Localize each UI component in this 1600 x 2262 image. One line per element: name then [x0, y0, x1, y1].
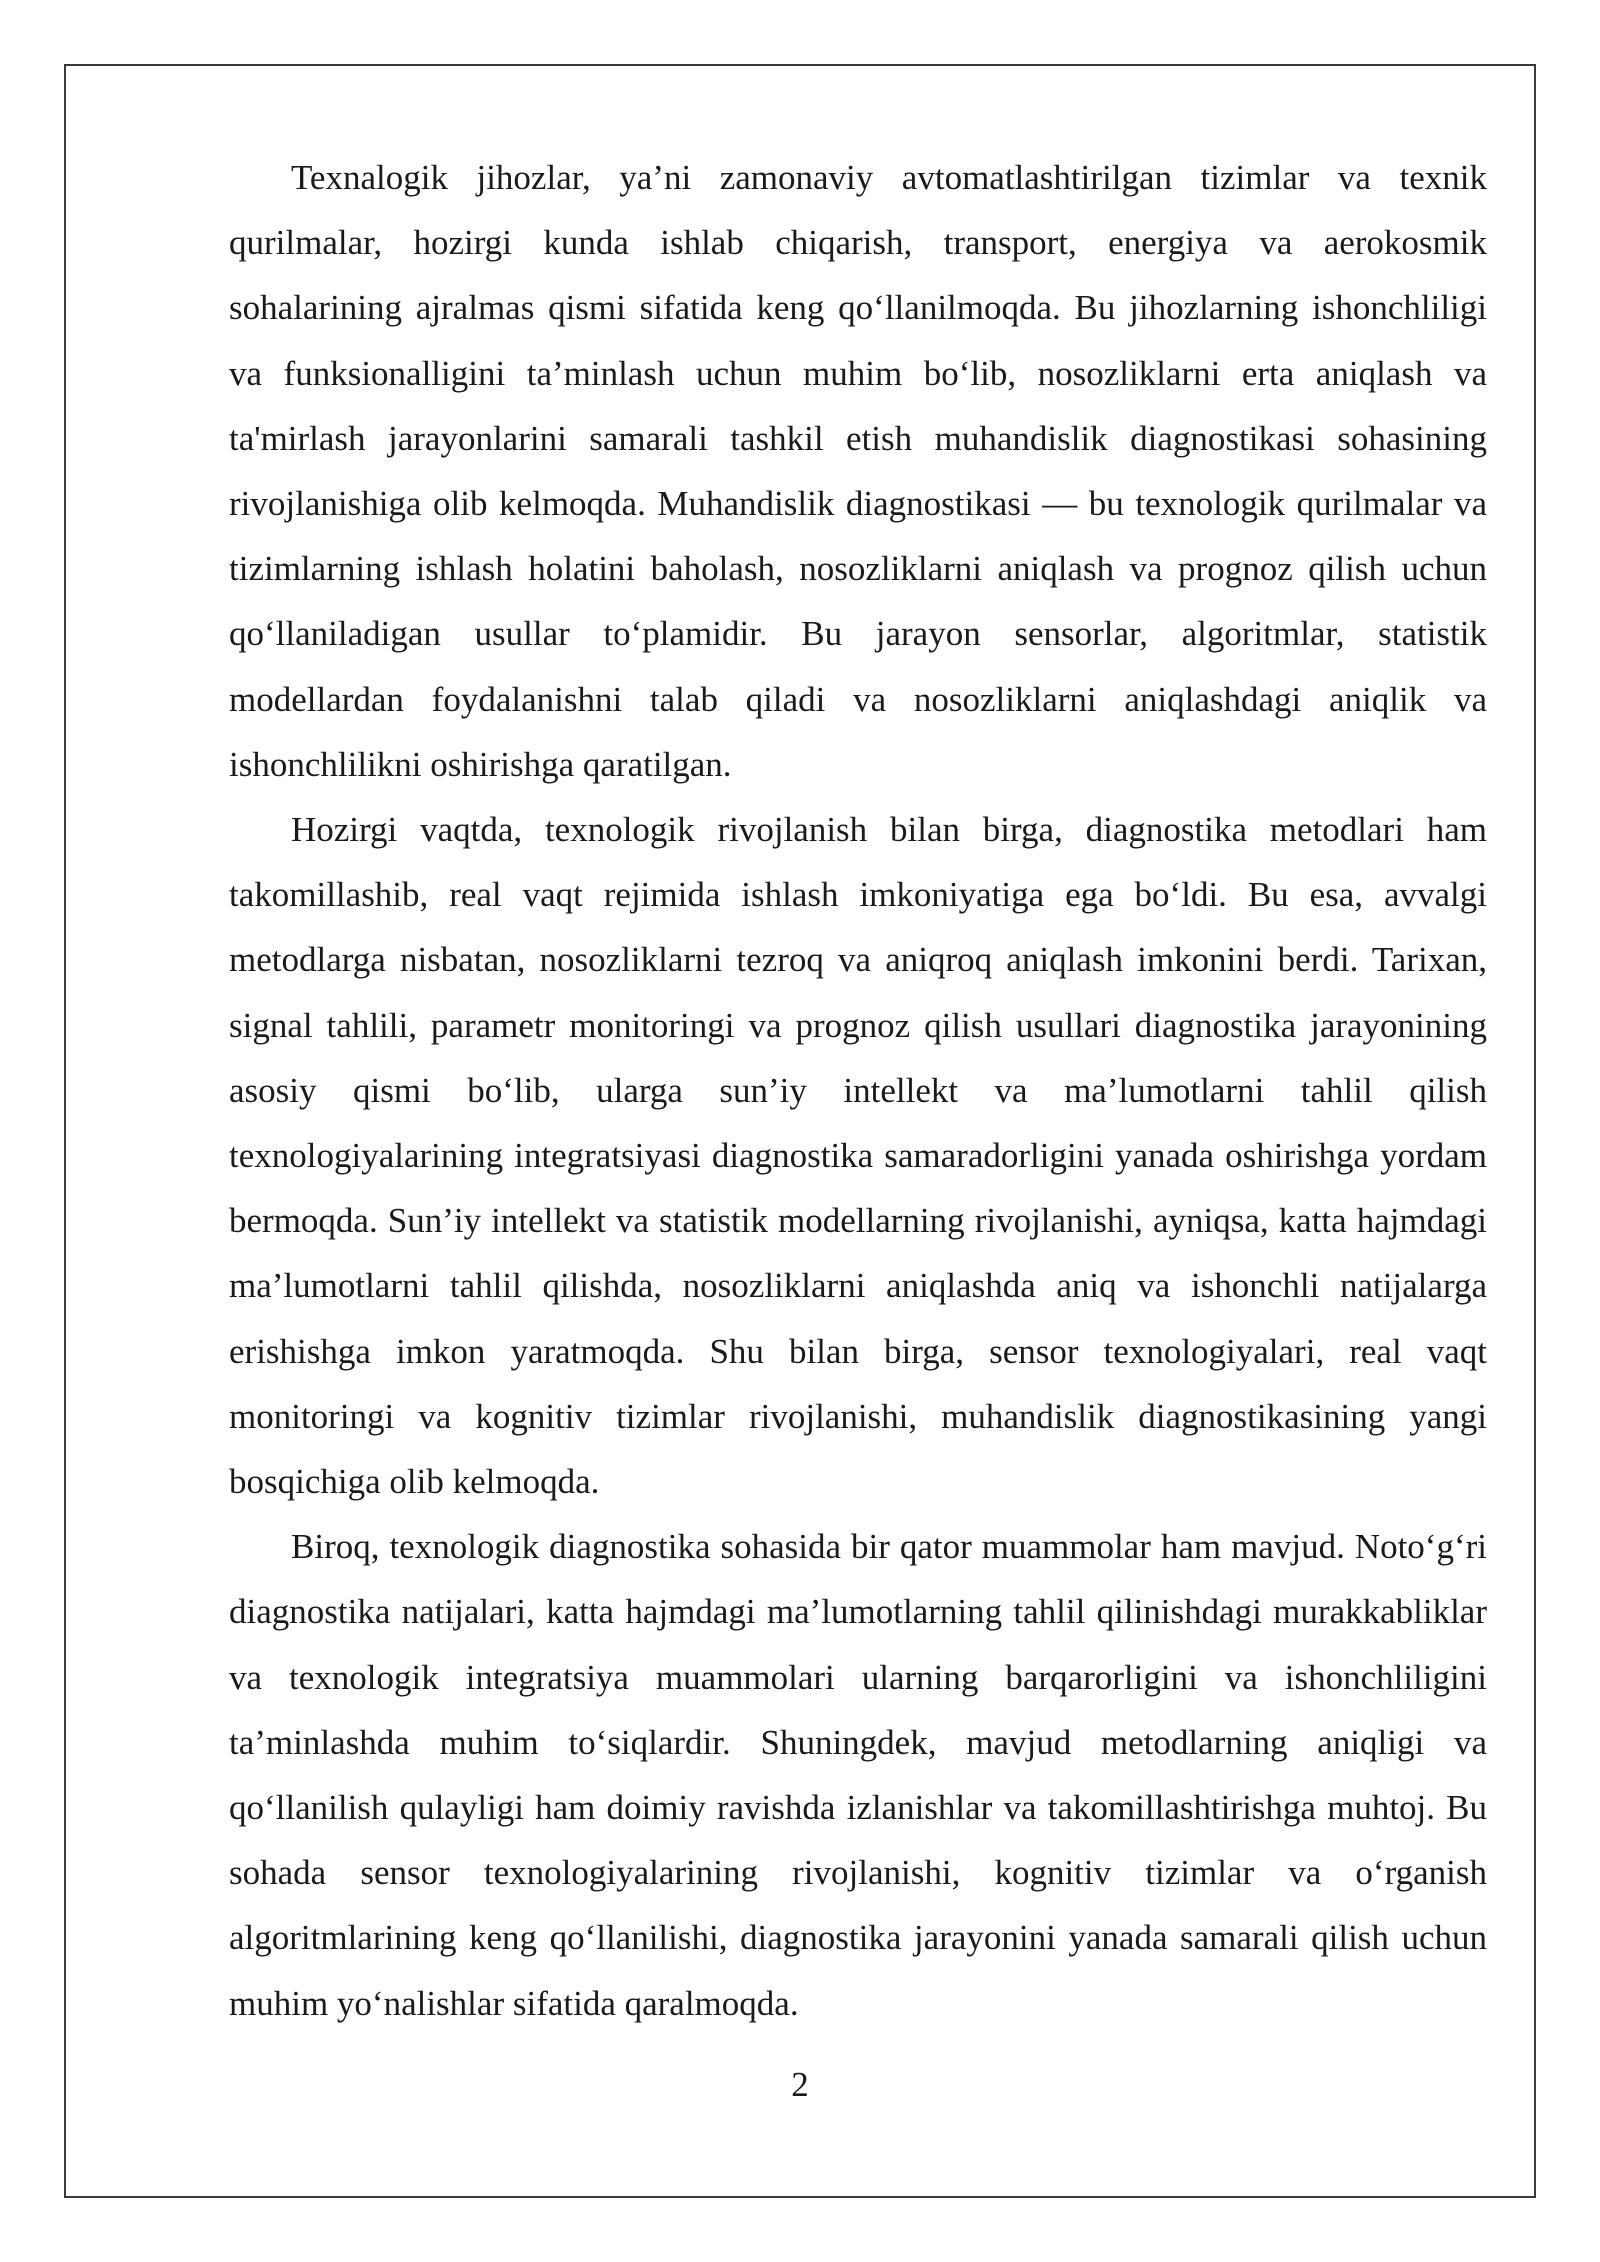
paragraph-1: Texnalogik jihozlar, ya’ni zamonaviy avtomatlashtirilgan tizimlar va texnik qurilmalar, hozirgi kunda ishlab chiqarish, transport, energiya va aerokosmik sohalarining ajralmas qismi sifatida keng qo‘llanilmoqda. Bu jihozlarning ishonchliligi va funksionalligini ta’minlash uchun muhim bo‘lib, nosozliklarni erta aniqlash va ta'mirlash jarayonlarini samarali tashkil etish muhandislik diagnostikasi sohasining rivojlanishiga olib kelmoqda. Muhandislik diagnostikasi — bu texnologik qurilmalar va tizimlarning ishlash holatini baholash, nosozliklarni aniqlash va prognoz qilish uchun qo‘llaniladigan usullar to‘plamidir. Bu jarayon sensorlar, algoritmlar, statistik modellardan foydalanishni talab qiladi va nosozliklarni aniqlashdagi aniqlik va ishonchlilikni oshirishga qaratilgan.: [229, 158, 1487, 784]
paragraph-2: Hozirgi vaqtda, texnologik rivojlanish bilan birga, diagnostika metodlari ham takomillashib, real vaqt rejimida ishlash imkoniyatiga ega bo‘ldi. Bu esa, avvalgi metodlarga nisbatan, nosozliklarni tezroq va aniqroq aniqlash imkonini berdi. Tarixan, signal tahlili, parametr monitoringi va prognoz qilish usullari diagnostika jarayonining asosiy qismi bo‘lib, ularga sun’iy intellekt va ma’lumotlarni tahlil qilish texnologiyalarining integratsiyasi diagnostika samaradorligini yanada oshirishga yordam bermoqda. Sun’iy intellekt va statistik modellarning rivojlanishi, ayniqsa, katta hajmdagi ma’lumotlarni tahlil qilishda, nosozliklarni aniqlashda aniq va ishonchli natijalarga erishishga imkon yaratmoqda. Shu bilan birga, sensor texnologiyalari, real vaqt monitoringi va kognitiv tizimlar rivojlanishi, muhandislik diagnostikasining yangi bosqichiga olib kelmoqda.: [229, 810, 1487, 1502]
document-body: [229, 145, 1487, 2036]
page-number: 2: [791, 2065, 809, 2104]
paragraph-3: Biroq, texnologik diagnostika sohasida bir qator muammolar ham mavjud. Noto‘g‘ri diagnostika natijalari, katta hajmdagi ma’lumotlarning tahlil qilinishdagi murakkabliklar va texnologik integratsiya muammolari ularning barqarorligini va ishonchliligini ta’minlashda muhim to‘siqlardir. Shuningdek, mavjud metodlarning aniqligi va qo‘llanilish qulayligi ham doimiy ravishda izlanishlar va takomillashtirishga muhtoj. Bu sohada sensor texnologiyalarining rivojlanishi, kognitiv tizimlar va o‘rganish algoritmlarining keng qo‘llanilishi, diagnostika jarayonini yanada samarali qilish uchun muhim yo‘nalishlar sifatida qaralmoqda.: [229, 1527, 1487, 2023]
